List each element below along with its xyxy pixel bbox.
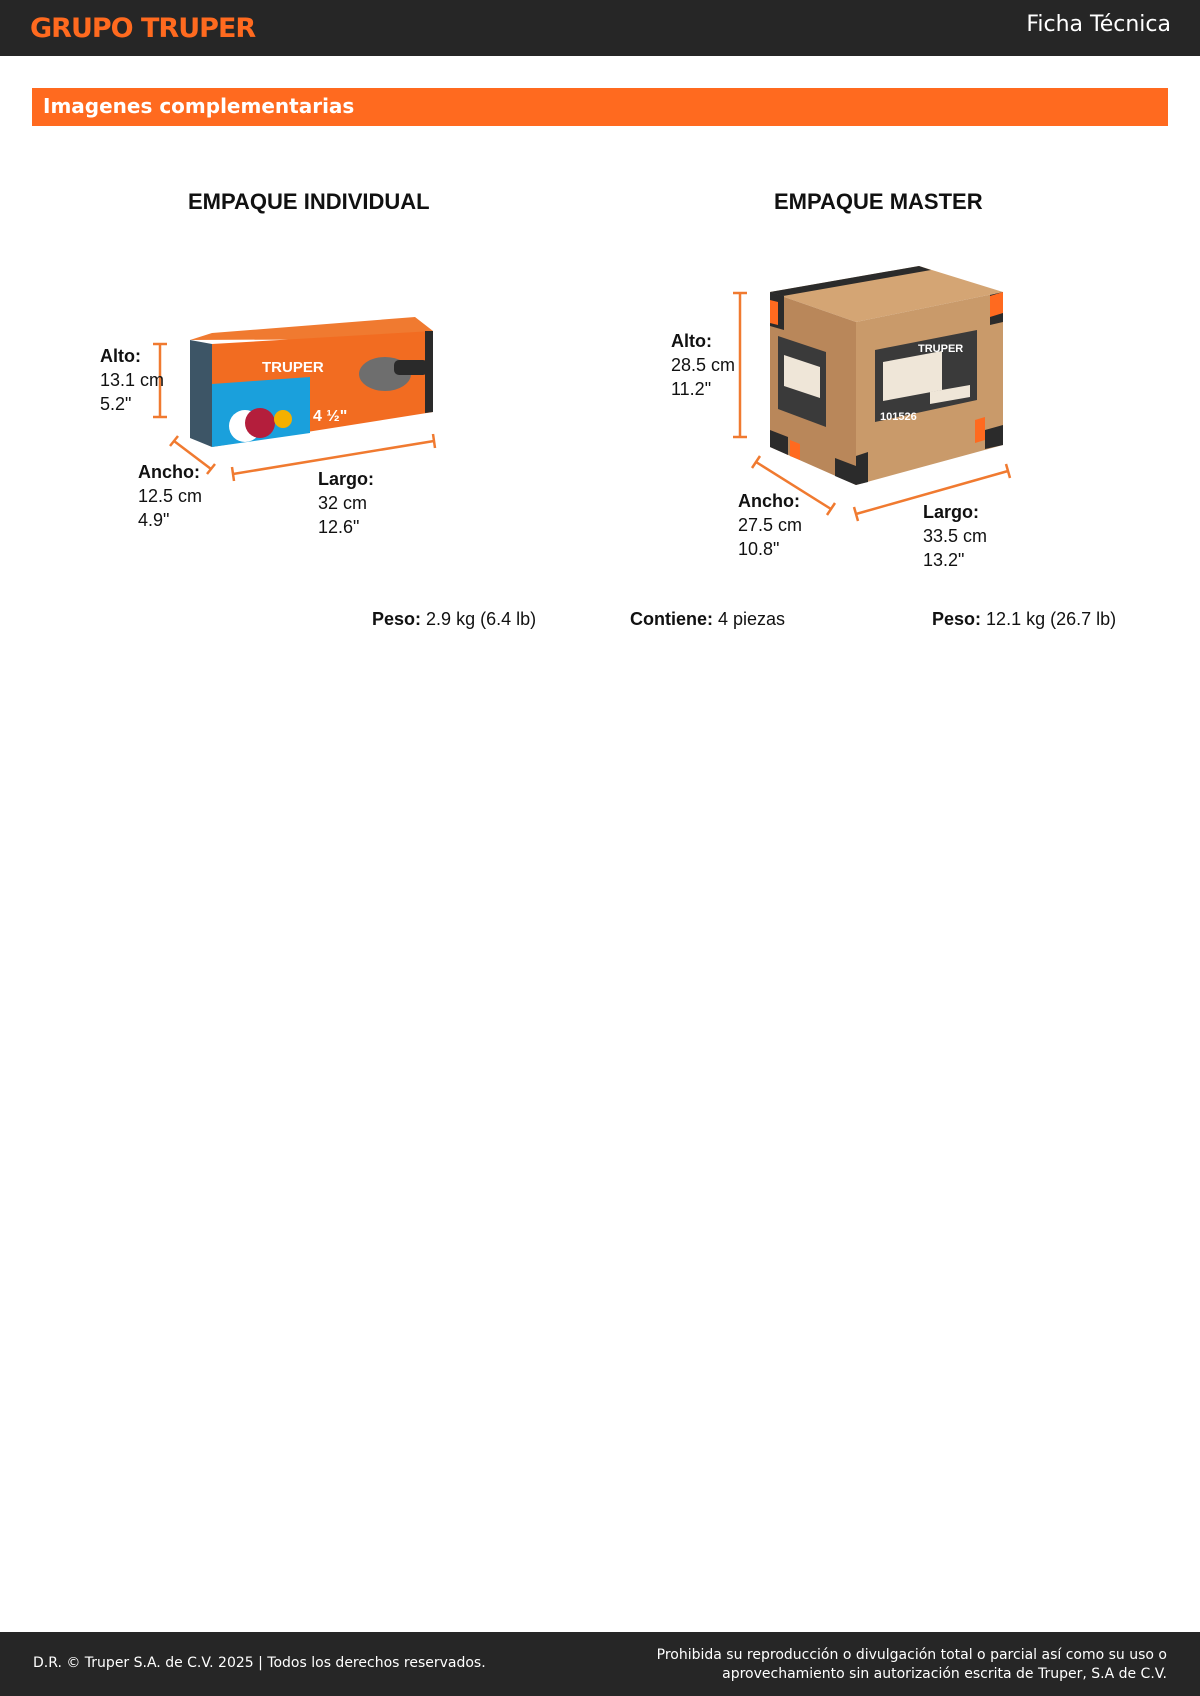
master-largo-in: 13.2" — [923, 550, 965, 570]
individual-alto-dimension — [100, 344, 164, 416]
document-type-title: Ficha Técnica — [1026, 12, 1171, 37]
page-footer — [0, 1632, 1200, 1696]
individual-peso — [372, 610, 536, 628]
master-contiene-label: Contiene: — [630, 609, 713, 629]
individual-ancho-label: Ancho: — [138, 462, 200, 482]
master-largo-dimension — [923, 500, 987, 572]
master-box-code-text: 101526 — [880, 411, 917, 423]
individual-alto-label: Alto: — [100, 346, 141, 366]
copyright-text: D.R. © Truper S.A. de C.V. 2025 | Todos los derechos reservados. — [33, 1655, 486, 1671]
master-ancho-dimension — [738, 489, 802, 561]
individual-box-size-text: 4 ½" — [313, 408, 348, 425]
individual-largo-in: 12.6" — [318, 517, 360, 537]
legal-notice-line-2: aprovechamiento sin autorización escrita de Truper, S.A de C.V. — [722, 1666, 1167, 1682]
master-contiene — [630, 610, 785, 628]
master-alto-in: 11.2" — [671, 379, 712, 399]
master-ancho-cm: 27.5 cm — [738, 515, 803, 535]
master-contiene-value: 4 piezas — [718, 609, 786, 629]
master-box-brand-text: TRUPER — [918, 343, 964, 355]
individual-package-title: EMPAQUE INDIVIDUAL — [188, 189, 430, 214]
individual-ancho-dimension — [138, 460, 202, 532]
master-ancho-in: 10.8" — [738, 539, 780, 559]
individual-largo-label: Largo: — [318, 469, 374, 489]
individual-peso-value: 2.9 kg (6.4 lb) — [426, 609, 537, 629]
individual-box-brand-text: TRUPER — [262, 359, 324, 376]
individual-alto-cm: 13.1 cm — [100, 370, 165, 390]
master-peso-value: 12.1 kg (26.7 lb) — [986, 609, 1117, 629]
grupo-truper-logo: GRUPO TRUPER — [30, 13, 256, 44]
master-alto-cm: 28.5 cm — [671, 355, 736, 375]
individual-ancho-in: 4.9" — [138, 510, 170, 530]
master-alto-label: Alto: — [671, 331, 712, 351]
master-peso-label: Peso: — [932, 609, 982, 629]
individual-ancho-cm: 12.5 cm — [138, 486, 203, 506]
legal-notice-line-1: Prohibida su reproducción o divulgación total o parcial así como su uso o — [656, 1647, 1167, 1663]
master-alto-dimension — [671, 329, 735, 401]
individual-peso-label: Peso: — [372, 609, 422, 629]
legal-notice — [657, 1646, 1167, 1684]
individual-alto-in: 5.2" — [100, 394, 132, 414]
individual-largo-dimension — [318, 467, 374, 539]
individual-box-image — [190, 317, 433, 447]
master-ancho-label: Ancho: — [738, 491, 800, 511]
section-title: Imagenes complementarias — [43, 94, 355, 118]
master-box-image — [770, 266, 1003, 485]
master-largo-cm: 33.5 cm — [923, 526, 988, 546]
master-peso — [932, 610, 1116, 628]
individual-largo-cm: 32 cm — [318, 493, 368, 513]
master-largo-label: Largo: — [923, 502, 979, 522]
master-package-title: EMPAQUE MASTER — [774, 189, 983, 214]
